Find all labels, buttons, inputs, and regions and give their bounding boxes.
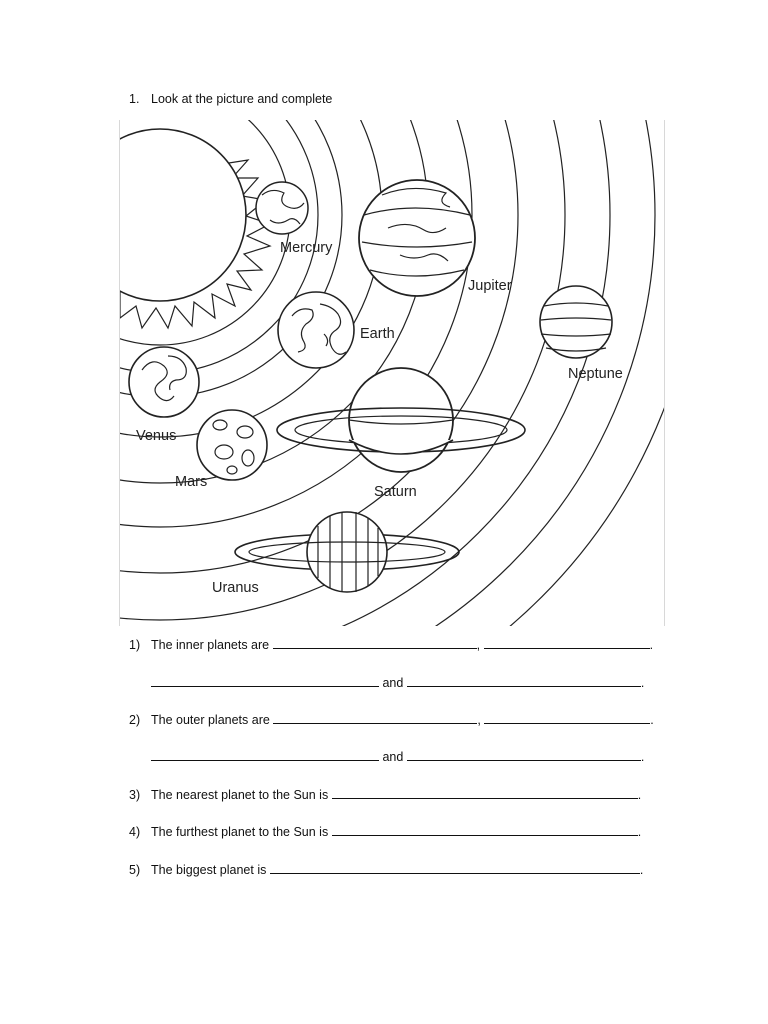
question-prompt: The furthest planet to the Sun is [151,825,329,839]
period: . [640,676,645,690]
answer-blank[interactable] [270,862,640,874]
label-mercury: Mercury [280,240,333,256]
jupiter-drawing [359,180,475,296]
solar-system-picture [119,120,665,626]
label-neptune: Neptune [568,366,623,382]
question-number: 5) [129,863,141,877]
mars-drawing [197,410,267,480]
answer-blank[interactable] [273,712,477,724]
separator: , [476,638,481,652]
answer-blank[interactable] [273,637,477,649]
and-word: and [382,750,404,764]
question-2 [129,712,654,727]
period: . [639,863,644,877]
period: . [650,713,654,727]
question-prompt: The biggest planet is [151,863,267,877]
label-mars: Mars [175,474,208,490]
label-earth: Earth [360,326,395,342]
question-1-continued [151,675,644,690]
answer-blank[interactable] [407,749,641,761]
task-heading [129,92,332,106]
question-number: 3) [129,788,141,802]
label-uranus: Uranus [212,580,259,596]
answer-blank[interactable] [407,675,641,687]
label-venus: Venus [136,428,177,444]
question-number: 2) [129,713,141,727]
and-word: and [382,676,404,690]
period: . [637,825,642,839]
uranus-drawing [235,512,459,592]
question-3 [129,787,641,802]
solar-system-illustration [120,120,664,626]
period: . [637,788,642,802]
answer-blank[interactable] [151,675,379,687]
question-prompt: The outer planets are [151,713,270,727]
venus-drawing [129,347,199,417]
label-saturn: Saturn [374,484,417,500]
answer-blank[interactable] [332,824,638,836]
sun-drawing [120,129,270,328]
question-number: 4) [129,825,141,839]
question-2-continued [151,749,644,764]
period: . [640,750,645,764]
task-instruction: Look at the picture and complete [151,92,333,106]
question-1 [129,637,653,652]
answer-blank[interactable] [484,637,650,649]
question-prompt: The inner planets are [151,638,270,652]
task-number: 1. [129,92,140,106]
question-4 [129,824,641,839]
earth-drawing [278,292,354,368]
question-number: 1) [129,638,141,652]
answer-blank[interactable] [151,749,379,761]
saturn-drawing [277,368,525,472]
neptune-drawing [540,286,612,358]
label-jupiter: Jupiter [468,278,512,294]
period: . [649,638,654,652]
answer-blank[interactable] [332,787,638,799]
mercury-drawing [256,182,308,234]
answer-blank[interactable] [484,712,650,724]
question-5 [129,862,643,877]
question-prompt: The nearest planet to the Sun is [151,788,329,802]
separator: , [477,713,481,727]
